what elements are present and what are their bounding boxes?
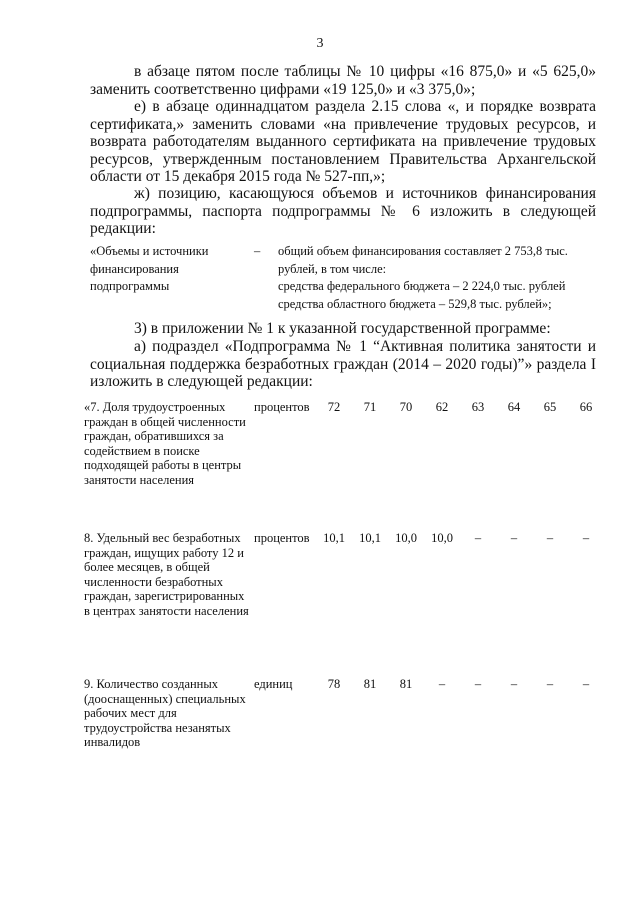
indicator-value: 72 (327, 400, 341, 414)
indicator-value: 10,1 (323, 531, 345, 545)
paragraph-section-2-15: е) в абзаце одиннадцатом раздела 2.15 слова «, и порядке возврата сертификата,» заменить словами «на привлечение трудовых ресурсов, и возврата работодателям выданного сертификата на привлечение трудовых ресурсов, утвержденным постановлением Правительства Архангельской области от 15 декабря 2015 года № 527-пп,»; (90, 98, 596, 185)
indicator-value: 65 (543, 400, 557, 414)
indicator-name-cell (84, 531, 249, 619)
indicator-value: 78 (327, 677, 341, 691)
indicator-value: 64 (507, 400, 521, 414)
indicator-value: 10,0 (431, 531, 453, 545)
indicator-number: 9. (84, 677, 94, 691)
indicator-name: Доля трудоустроенных граждан в общей численности граждан, обратившихся за содействием в поиске подходящей работы в центры занятости населения (84, 400, 246, 487)
passport-label: «Объемы и источники финансирования подпрограммы (90, 244, 209, 293)
indicator-value: – (546, 677, 554, 691)
indicator-value: – (582, 531, 590, 545)
passport-financing-lines (278, 243, 598, 313)
passport-line: рублей, в том числе: (278, 261, 387, 276)
indicator-value: – (546, 531, 554, 545)
indicator-name-cell (84, 400, 249, 488)
indicator-value: 81 (399, 677, 413, 691)
indicator-value: – (582, 677, 590, 691)
passport-line: общий объем финансирования составляет 2 753,8 тыс. (278, 244, 568, 258)
indicator-value: 70 (399, 400, 413, 414)
paragraph-appendix-1: 3) в приложении № 1 к указанной государственной программе: (134, 320, 551, 337)
passport-line: средства областного бюджета – 529,8 тыс. рублей»; (278, 296, 552, 311)
indicator-name: Количество созданных (дооснащенных) специальных рабочих мест для трудоустройства незанятых инвалидов (84, 677, 246, 750)
indicator-value: 10,1 (359, 531, 381, 545)
passport-line: средства федерального бюджета – 2 224,0 тыс. рублей (278, 279, 566, 293)
indicator-value: – (474, 531, 482, 545)
indicator-value: 71 (363, 400, 377, 414)
passport-dash: – (254, 244, 261, 258)
indicator-value: – (510, 531, 518, 545)
indicator-value: 10,0 (395, 531, 417, 545)
page-number: 3 (316, 36, 324, 51)
indicator-unit: процентов (254, 400, 310, 414)
indicator-name: Удельный вес безработных граждан, ищущих работу 12 и более месяцев, в общей численности безработных граждан, зарегистрированных в центрах занятости населения (84, 531, 249, 618)
indicator-value: – (474, 677, 482, 691)
indicator-value: – (510, 677, 518, 691)
paragraph-subprogram-1: а) подраздел «Подпрограмма № 1 “Активная политика занятости и социальная поддержка безработных граждан (2014 – 2020 годы)”» раздела I изложить в следующей редакции: (90, 338, 596, 390)
indicator-number: 8. (84, 531, 94, 545)
indicator-value: 66 (579, 400, 593, 414)
indicator-unit: единиц (254, 677, 293, 691)
indicator-number: «7. (84, 400, 100, 414)
indicator-unit: процентов (254, 531, 310, 545)
indicator-value: – (438, 677, 446, 691)
indicator-value: 63 (471, 400, 485, 414)
indicator-value: 81 (363, 677, 377, 691)
paragraph-passport-position: ж) позицию, касающуюся объемов и источников финансирования подпрограммы, паспорта подпрограммы № 6 изложить в следующей редакции: (90, 185, 596, 237)
paragraph-cert-figures: в абзаце пятом после таблицы № 10 цифры «16 875,0» и «5 625,0» заменить соответственно цифрами «19 125,0» и «3 375,0»; (90, 63, 596, 98)
indicator-name-cell (84, 677, 249, 750)
indicator-value: 62 (435, 400, 449, 414)
